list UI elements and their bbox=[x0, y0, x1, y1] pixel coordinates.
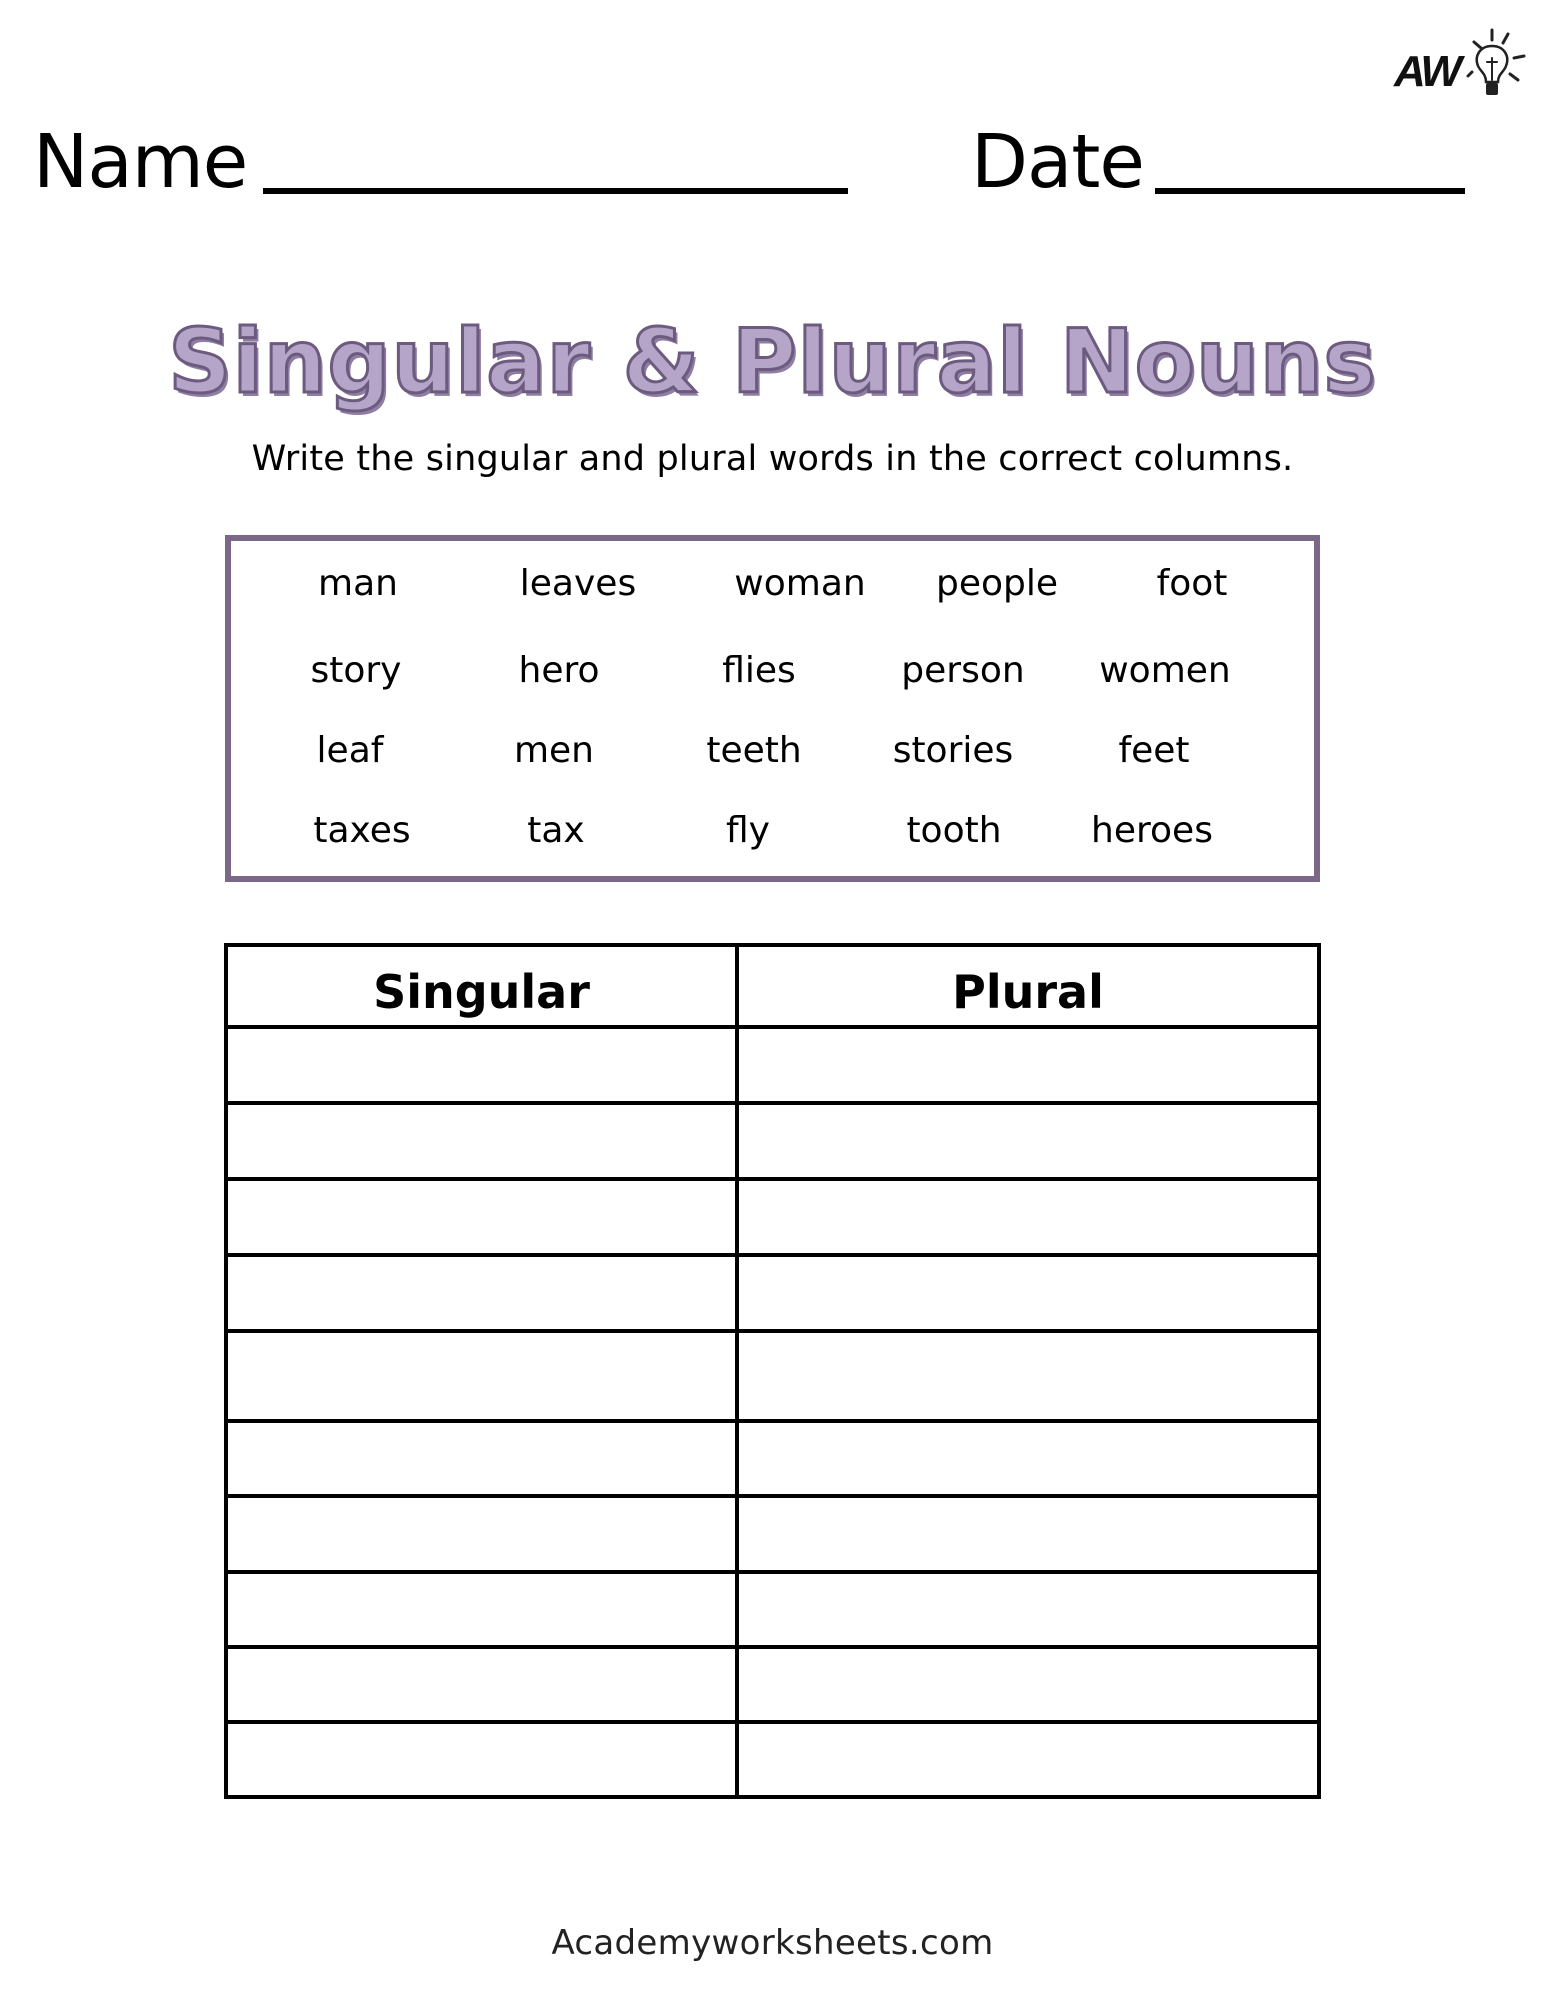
singular-cell-2[interactable] bbox=[228, 1105, 735, 1177]
plural-cell-7[interactable] bbox=[739, 1498, 1317, 1570]
plural-cell-6[interactable] bbox=[739, 1423, 1317, 1494]
singular-cell-4[interactable] bbox=[228, 1257, 735, 1329]
name-label: Name bbox=[33, 119, 248, 205]
word-bank-word: taxes bbox=[313, 810, 411, 851]
word-bank-word: people bbox=[935, 563, 1059, 604]
word-bank-word: tax bbox=[527, 810, 585, 851]
singular-cell-5[interactable] bbox=[228, 1333, 735, 1419]
word-bank-word: flies bbox=[722, 650, 796, 691]
singular-cell-9[interactable] bbox=[228, 1649, 735, 1720]
name-input-line[interactable] bbox=[263, 188, 848, 194]
header-singular: Singular bbox=[373, 965, 590, 1019]
word-bank-word: woman bbox=[734, 563, 866, 604]
worksheet-title: Singular & Plural Nouns bbox=[168, 310, 1377, 413]
singular-cell-6[interactable] bbox=[228, 1423, 735, 1494]
footer-site-name: Academyworksheets.com bbox=[551, 1923, 994, 1963]
word-bank-word: person bbox=[901, 650, 1025, 691]
plural-cell-8[interactable] bbox=[739, 1574, 1317, 1645]
plural-cell-9[interactable] bbox=[739, 1649, 1317, 1720]
word-bank-word: feet bbox=[1118, 730, 1190, 771]
word-bank-word: leaves bbox=[519, 563, 637, 604]
date-label: Date bbox=[971, 119, 1144, 205]
word-bank-word: men bbox=[513, 730, 595, 771]
singular-cell-7[interactable] bbox=[228, 1498, 735, 1570]
singular-cell-8[interactable] bbox=[228, 1574, 735, 1645]
word-bank-word: story bbox=[310, 650, 402, 691]
plural-cell-10[interactable] bbox=[739, 1724, 1317, 1795]
word-bank-word: stories bbox=[892, 730, 1014, 771]
lightbulb-icon bbox=[1466, 28, 1530, 102]
word-bank-word: leaf bbox=[316, 730, 384, 771]
logo-text: AW bbox=[1394, 47, 1459, 96]
plural-cell-5[interactable] bbox=[739, 1333, 1317, 1419]
answer-table bbox=[224, 943, 1321, 1799]
header-plural: Plural bbox=[952, 965, 1104, 1019]
word-bank-word: heroes bbox=[1091, 810, 1213, 851]
word-bank-word: man bbox=[318, 563, 398, 604]
word-bank-word: tooth bbox=[906, 810, 1002, 851]
word-bank-word: hero bbox=[518, 650, 600, 691]
plural-cell-3[interactable] bbox=[739, 1181, 1317, 1253]
academy-worksheets-logo bbox=[1392, 28, 1532, 102]
singular-cell-10[interactable] bbox=[228, 1724, 735, 1795]
plural-cell-2[interactable] bbox=[739, 1105, 1317, 1177]
plural-cell-1[interactable] bbox=[739, 1029, 1317, 1101]
word-bank-word: women bbox=[1099, 650, 1231, 691]
word-bank-word: foot bbox=[1156, 563, 1228, 604]
singular-cell-3[interactable] bbox=[228, 1181, 735, 1253]
word-bank-word: fly bbox=[726, 810, 770, 851]
instructions: Write the singular and plural words in the correct columns. bbox=[251, 439, 1294, 479]
singular-cell-1[interactable] bbox=[228, 1029, 735, 1101]
word-bank-word: teeth bbox=[706, 730, 802, 771]
date-input-line[interactable] bbox=[1155, 188, 1465, 194]
word-bank-box bbox=[225, 535, 1320, 882]
plural-cell-4[interactable] bbox=[739, 1257, 1317, 1329]
